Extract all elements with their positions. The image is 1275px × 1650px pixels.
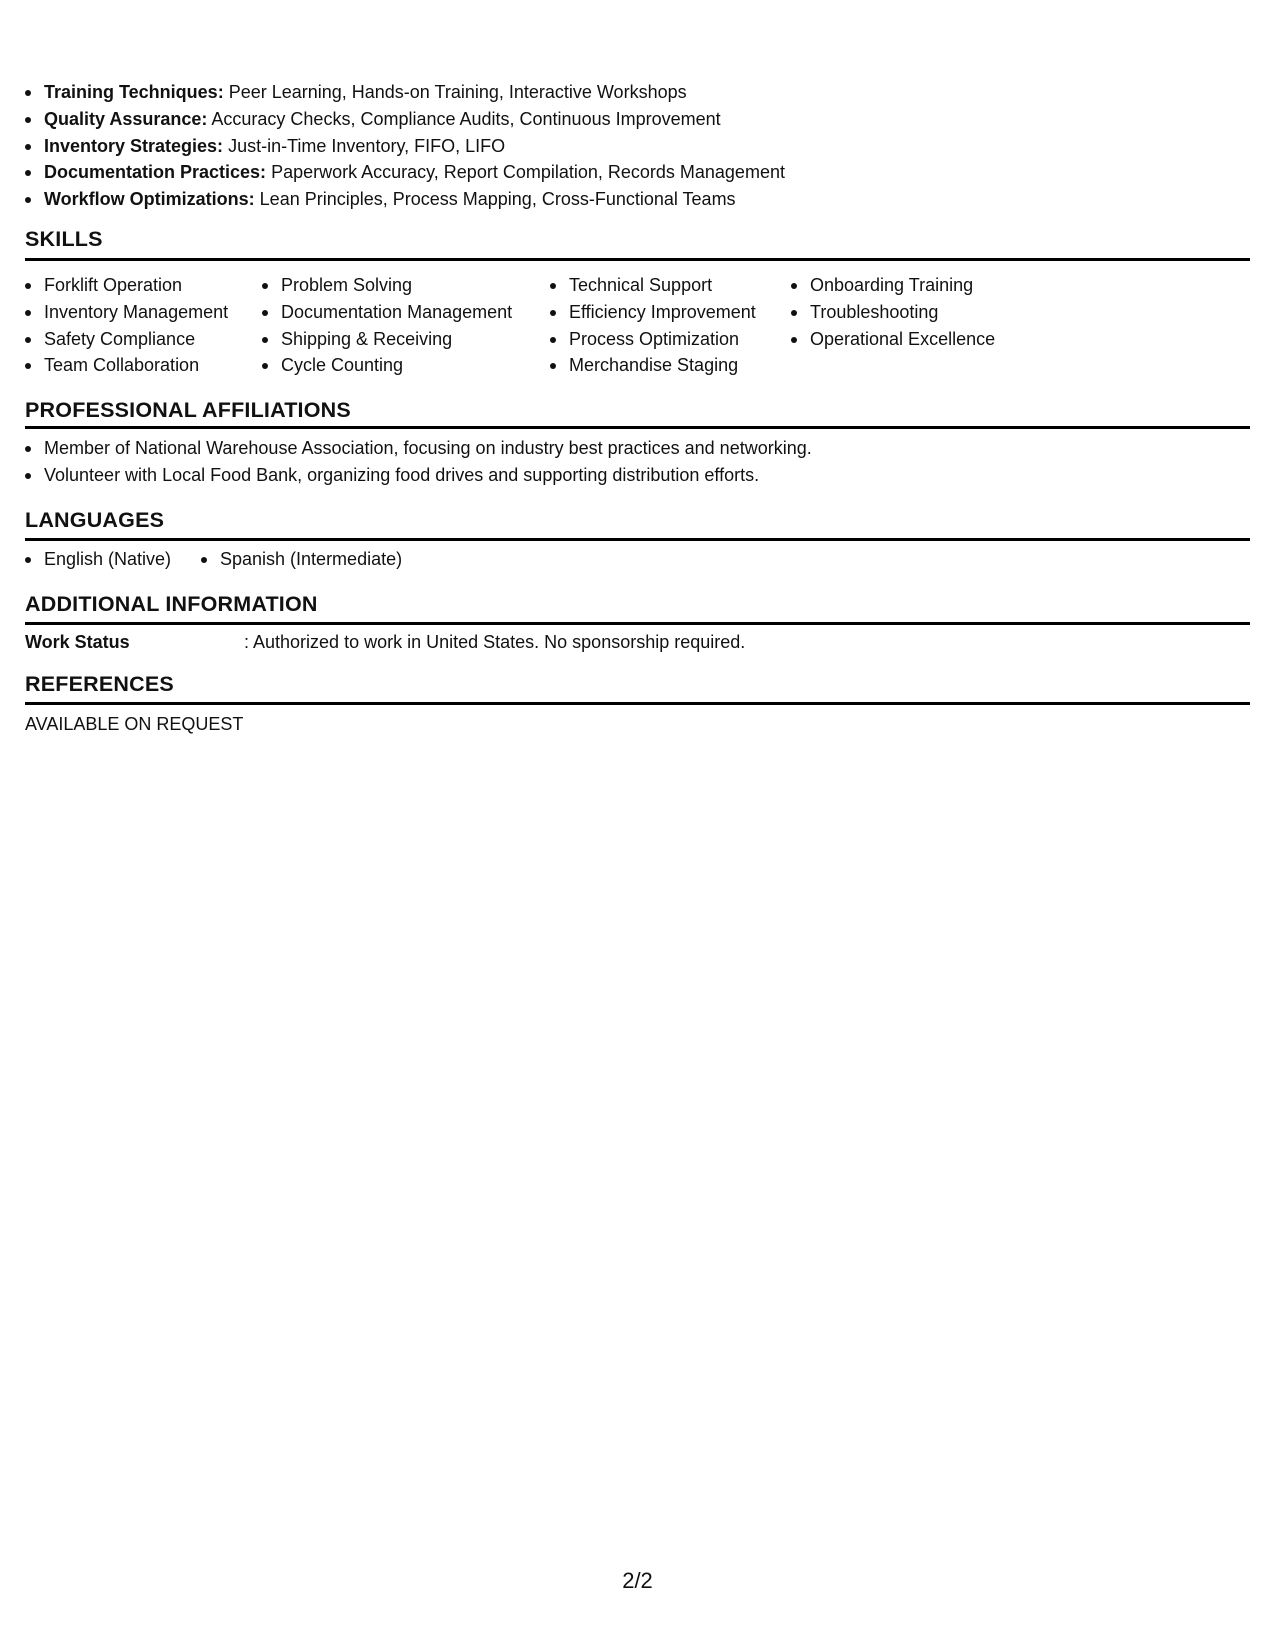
skill-item: Merchandise Staging [550, 352, 756, 379]
skill-item: Problem Solving [262, 272, 512, 299]
work-status-value: : Authorized to work in United States. No sponsorship required. [244, 632, 746, 652]
item-text: Peer Learning, Hands-on Training, Interactive Workshops [223, 82, 687, 102]
skill-item: Technical Support [550, 272, 756, 299]
item-label: Quality Assurance: [44, 108, 208, 129]
work-status-label: Work Status [25, 632, 130, 652]
methods-list [25, 79, 785, 213]
references-text: AVAILABLE ON REQUEST [25, 714, 244, 734]
page-number: 2/2 [622, 1568, 653, 1593]
affiliation-item: Volunteer with Local Food Bank, organizing food drives and supporting distribution efforts. [25, 462, 812, 489]
section-heading-affiliations: PROFESSIONAL AFFILIATIONS [25, 398, 351, 422]
list-item [25, 159, 785, 186]
skill-item: Documentation Management [262, 299, 512, 326]
skill-item: Operational Excellence [791, 326, 995, 353]
skill-item: Team Collaboration [25, 352, 228, 379]
list-item [25, 133, 785, 160]
section-divider [25, 702, 1250, 705]
affiliations-list [25, 435, 812, 489]
section-heading-additional-info: ADDITIONAL INFORMATION [25, 592, 318, 616]
skill-item: Onboarding Training [791, 272, 995, 299]
skill-item: Inventory Management [25, 299, 228, 326]
skill-item: Cycle Counting [262, 352, 512, 379]
skill-item: Process Optimization [550, 326, 756, 353]
section-divider [25, 426, 1250, 429]
skills-column [791, 272, 995, 352]
item-label: Documentation Practices: [44, 162, 267, 183]
item-text: Lean Principles, Process Mapping, Cross-Functional Teams [254, 189, 736, 210]
item-label: Training Techniques: [44, 82, 224, 102]
language-item: Spanish (Intermediate) [201, 546, 402, 573]
section-heading-references: REFERENCES [25, 672, 174, 696]
affiliation-item: Member of National Warehouse Association, focusing on industry best practices and networking. [25, 435, 812, 462]
list-item [25, 106, 785, 133]
item-label: Inventory Strategies: [44, 135, 224, 156]
item-text: Accuracy Checks, Compliance Audits, Continuous Improvement [207, 108, 721, 129]
language-item: English (Native) [25, 546, 171, 573]
section-divider [25, 622, 1250, 625]
item-text: Paperwork Accuracy, Report Compilation, Records Management [266, 162, 785, 183]
item-text: Just-in-Time Inventory, FIFO, LIFO [223, 135, 506, 156]
skill-item: Safety Compliance [25, 326, 228, 353]
skill-item: Shipping & Receiving [262, 326, 512, 353]
skill-item: Forklift Operation [25, 272, 228, 299]
section-heading-languages: LANGUAGES [25, 508, 165, 532]
skill-item: Efficiency Improvement [550, 299, 756, 326]
skills-column [25, 272, 228, 379]
section-heading-skills: SKILLS [25, 227, 103, 251]
item-label: Workflow Optimizations: [44, 189, 255, 210]
section-divider [25, 538, 1250, 541]
list-item [25, 79, 785, 106]
skills-column [262, 272, 512, 379]
skill-item: Troubleshooting [791, 299, 995, 326]
section-divider [25, 258, 1250, 261]
skills-column [550, 272, 756, 379]
list-item [25, 186, 785, 213]
